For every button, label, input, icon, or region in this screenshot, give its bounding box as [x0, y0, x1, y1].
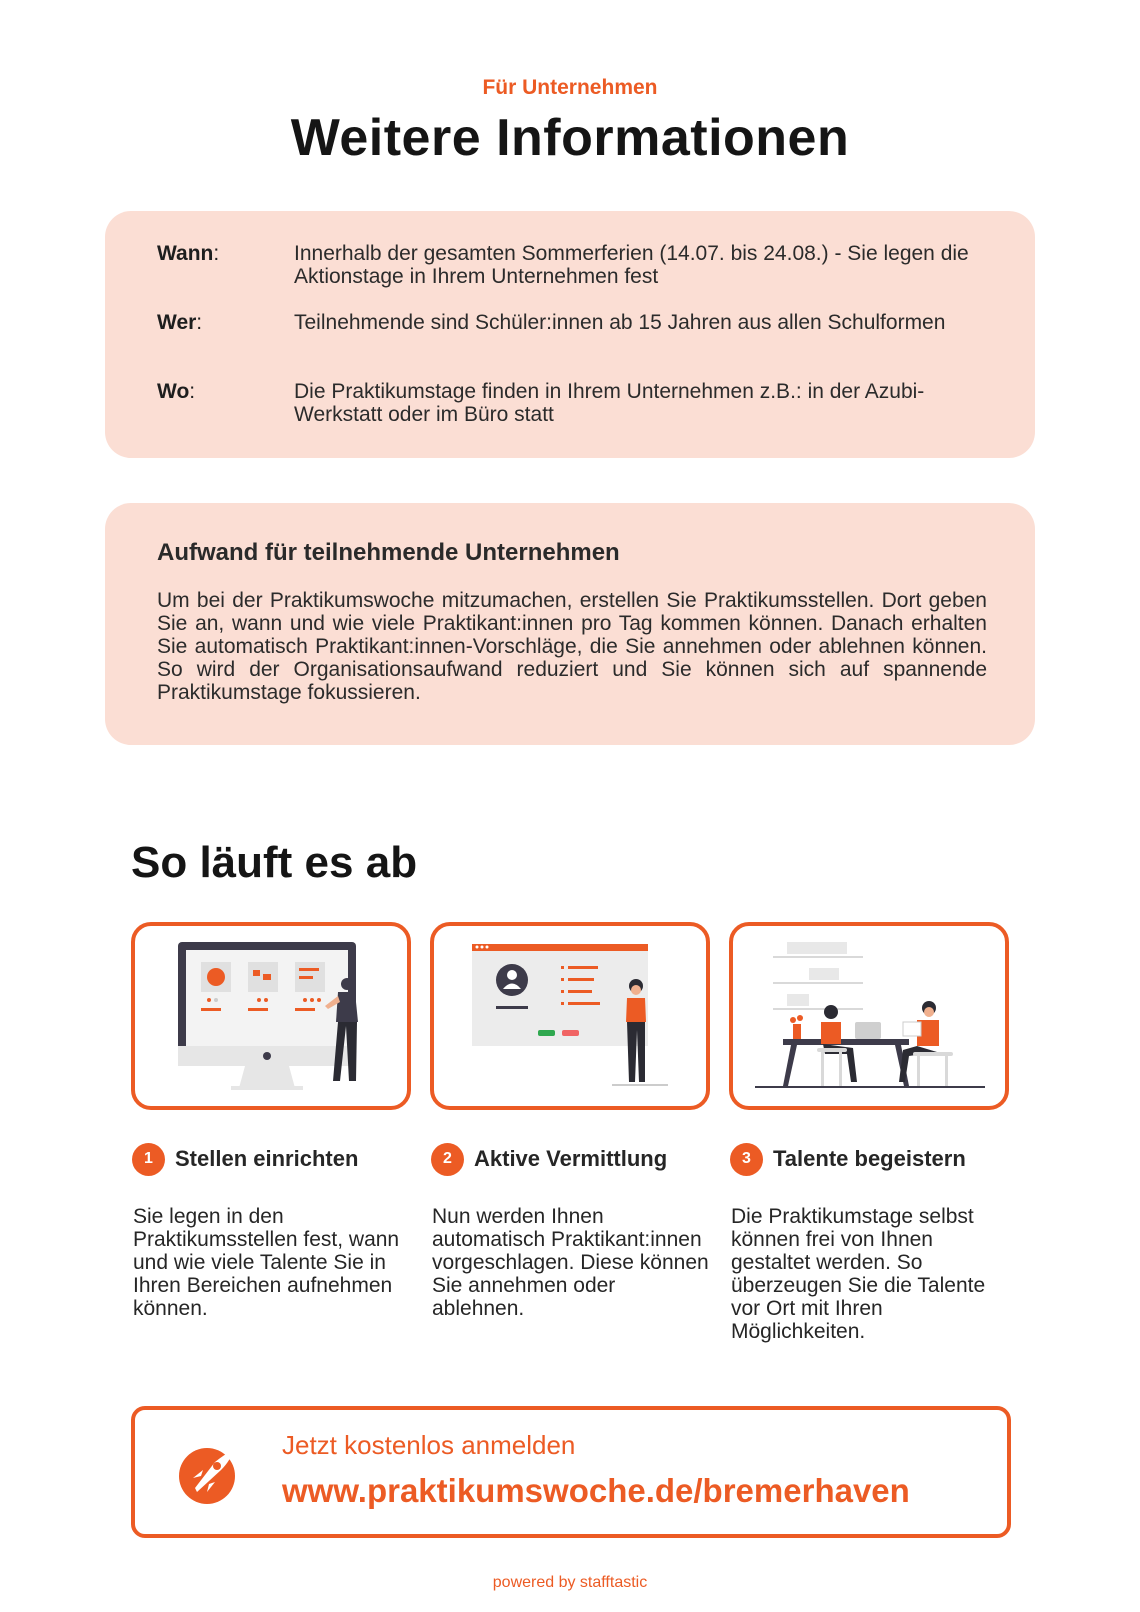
eyebrow-label: Für Unternehmen [482, 76, 658, 99]
step-2-illustration-card [430, 922, 710, 1110]
info-label [157, 242, 219, 265]
step-1-header [132, 1142, 358, 1176]
step-number-badge: 2 [431, 1143, 464, 1176]
team-desk-illustration-icon [733, 926, 1005, 1106]
step-2-description: Nun werden Ihnen automatisch Praktikant:innen vorgeschlagen. Diese können Sie annehmen oder ablehnen. [432, 1205, 709, 1320]
info-panel [105, 211, 1035, 458]
info-label [157, 311, 202, 334]
info-label-text: Wer [157, 311, 197, 334]
effort-text: Um bei der Praktikumswoche mitzumachen, erstellen Sie Praktikumsstellen. Dort geben Sie an, wann und wie viele Praktikant:innen pro Tag kommen können. Danach erhalten Sie automatisch Praktikant:innen-Vorschläge, die Sie annehmen oder ablehnen können. So wird der Organisationsaufwand reduziert und Sie können sich auf spannende Praktikumstage fokussieren. [157, 589, 987, 704]
info-label-colon: : [213, 242, 220, 265]
step-3-illustration-card [729, 922, 1009, 1110]
step-number-badge: 1 [132, 1143, 165, 1176]
step-title: Stellen einrichten [175, 1146, 359, 1171]
profile-board-illustration-icon [434, 926, 706, 1106]
info-text: Teilnehmende sind Schüler:innen ab 15 Jahren aus allen Schulformen [294, 311, 946, 334]
rocket-icon [175, 1440, 243, 1508]
powered-by-label: powered by stafftastic [492, 1574, 648, 1591]
info-text: Innerhalb der gesamten Sommerferien (14.07. bis 24.08.) - Sie legen die Aktionstage in Ihrem Unternehmen fest [294, 242, 969, 288]
step-1-illustration-card [131, 922, 411, 1110]
step-1-description: Sie legen in den Praktikumsstellen fest, wann und wie viele Talente Sie in Ihren Bereichen aufnehmen können. [133, 1205, 400, 1320]
signup-cta-box[interactable] [131, 1406, 1011, 1538]
cta-label: Jetzt kostenlos anmelden [282, 1430, 576, 1460]
step-number-badge: 3 [730, 1143, 763, 1176]
monitor-illustration-icon [135, 926, 407, 1106]
info-text: Die Praktikumstage finden in Ihrem Unternehmen z.B.: in der Azubi-Werkstatt oder im Büro statt [294, 380, 925, 426]
effort-panel [105, 503, 1035, 745]
step-title: Aktive Vermittlung [474, 1146, 668, 1171]
info-label-colon: : [189, 380, 196, 403]
info-label-text: Wo [157, 380, 190, 403]
step-3-header [730, 1142, 966, 1176]
page-title: Weitere Informationen [290, 109, 850, 167]
step-2-header [431, 1142, 667, 1176]
effort-title: Aufwand für teilnehmende Unternehmen [157, 539, 620, 566]
info-label-text: Wann [157, 242, 214, 265]
signup-url-link[interactable]: www.praktikumswoche.de/bremerhaven [282, 1472, 910, 1509]
process-title: So läuft es ab [131, 838, 418, 887]
info-label-colon: : [196, 311, 203, 334]
step-title: Talente begeistern [773, 1146, 966, 1171]
info-label [157, 380, 195, 403]
step-3-description: Die Praktikumstage selbst können frei von Ihnen gestaltet werden. So überzeugen Sie die Talente vor Ort mit Ihren Möglichkeiten. [731, 1205, 986, 1343]
